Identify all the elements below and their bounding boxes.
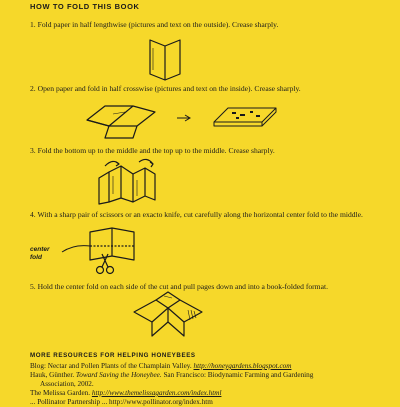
resource-blog-text: Blog: Nectar and Pollen Plants of the Champlain Valley. (30, 362, 192, 370)
resource-melissa (30, 389, 385, 398)
resource-hauk-cont: Association, 2002. (40, 380, 94, 388)
step-1-illustration (140, 34, 190, 82)
arrow-icon (176, 113, 192, 123)
step-2-flat-illustration (210, 104, 280, 132)
resource-partial-line: ... Pollinator Partnership ... http://www.pollinator.org/index.htm (30, 398, 213, 406)
resource-hauk-author: Hauk, Günther. (30, 371, 75, 379)
resource-blog (30, 362, 385, 371)
step-5-illustration (128, 288, 208, 340)
resource-melissa-text: The Melissa Garden. (30, 389, 91, 397)
resource-melissa-link[interactable]: http://www.themelissagarden.com/index.html (91, 389, 222, 397)
resources-title: MORE RESOURCES FOR HELPING HONEYBEES (30, 352, 196, 359)
step-3-illustration (95, 156, 165, 206)
step-2-text: 2. Open paper and fold in half crosswise (pictures and text on the inside). Crease sharply. (30, 84, 301, 93)
center-fold-label (30, 246, 50, 262)
page-title: HOW TO FOLD THIS BOOK (30, 2, 140, 11)
step-3-text: 3. Fold the bottom up to the middle and the top up to the middle. Crease sharply. (30, 146, 275, 155)
center-fold-label-line-2: fold (30, 254, 42, 261)
center-fold-label-line-1: center (30, 246, 50, 253)
resource-hauk-book: Toward Saving the Honeybee. (75, 371, 162, 379)
step-2-fold-illustration (85, 100, 165, 140)
resource-hauk-publisher: San Francisco: Biodynamic Farming and Gardening (163, 371, 314, 379)
step-5-text: 5. Hold the center fold on each side of the cut and pull pages down and into a book-folded format. (30, 282, 328, 291)
step-1-text: 1. Fold paper in half lengthwise (pictures and text on the outside). Crease sharply. (30, 20, 279, 29)
step-4-text: 4. With a sharp pair of scissors or an exacto knife, cut carefully along the horizontal center fold to the middle. (30, 210, 363, 219)
step-4-illustration (50, 226, 150, 278)
resource-hauk (30, 371, 385, 380)
resource-blog-link[interactable]: http://honeygardens.blogspot.com (193, 362, 292, 370)
